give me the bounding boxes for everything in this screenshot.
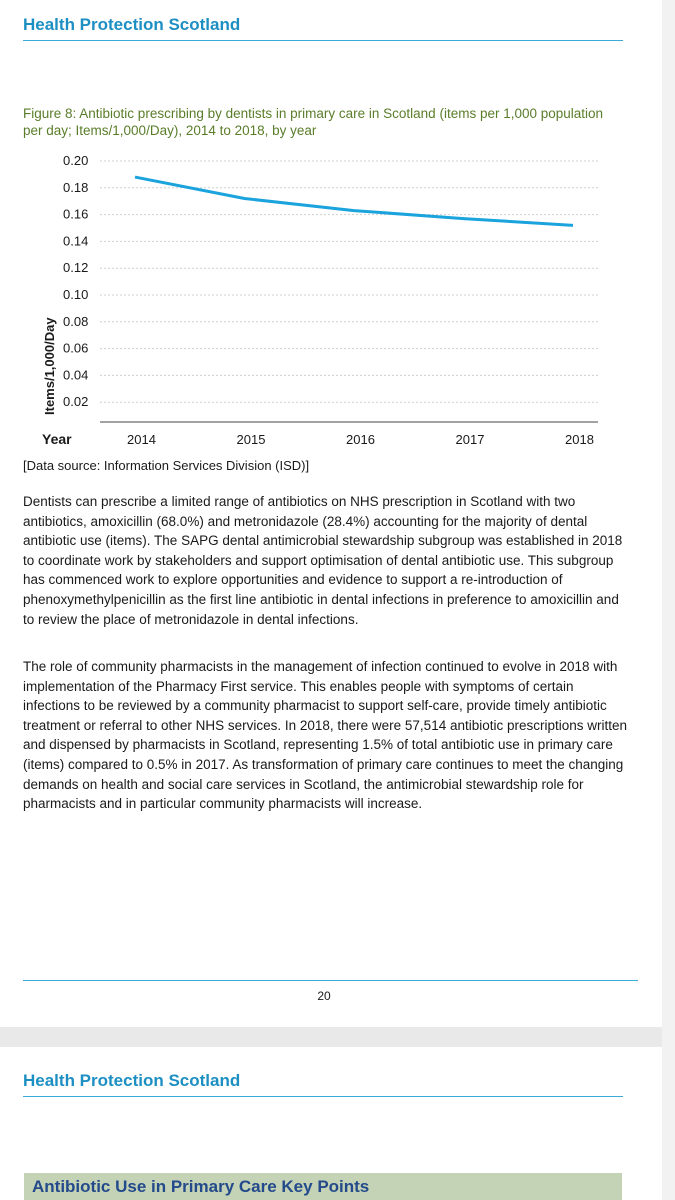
footer-divider: [23, 980, 638, 981]
next-page-header-divider: [23, 1096, 623, 1097]
y-tick-label: 0.16: [63, 206, 89, 222]
data-source-note: [Data source: Information Services Division (ISD)]: [23, 458, 310, 473]
x-tick-label: 2015: [236, 432, 266, 447]
y-tick-label: 0.06: [63, 340, 89, 356]
next-document-page: [0, 1047, 662, 1200]
body-paragraph-dentists: Dentists can prescribe a limited range of antibiotics on NHS prescription in Scotland with two antibiotics, amoxicillin (68.0%) and metronidazole (28.4%) accounting for the majority of dental antibiotic use (items). The SAPG dental antimicrobial stewardship subgroup was established in 2018 to coordinate work by stakeholders and support optimisation of dental antibiotic use. This subgroup has commenced work to explore opportunities and evidence to support a re-introduction of phenoxymethylpenicillin as the first line antibiotic in dental infections in preference to amoxicillin and to review the place of metronidazole in dental infections.: [23, 494, 623, 627]
line-chart: [0, 145, 640, 455]
series-line-dentists: [135, 177, 573, 225]
chart-gridlines: [100, 161, 598, 402]
y-tick-label: 0.08: [63, 313, 89, 329]
body-paragraph-pharmacists: The role of community pharmacists in the management of infection continued to evolve in 2018 with implementation of the Pharmacy First service. This enables people with symptoms of certain infections to be reviewed by a community pharmacist to support self-care, provide timely antibiotic treatment or referral to other NHS services. In 2018, there were 57,514 antibiotic prescriptions written and dispensed by pharmacists in Scotland, representing 1.5% of total antibiotic use in primary care (items) compared to 0.5% in 2017. As transformation of primary care continues to meet the changing demands on health and social care services in Scotland, the antimicrobial stewardship role for pharmacists and in particular community pharmacists will increase.: [23, 659, 628, 812]
header-divider: [23, 40, 623, 41]
x-axis-label: Year: [42, 431, 72, 447]
y-axis-ticks: [63, 153, 88, 409]
page-number: 20: [317, 989, 331, 1003]
y-tick-label: 0.14: [63, 233, 89, 249]
y-axis-label: Items/1,000/Day: [42, 317, 57, 415]
header-title: Health Protection Scotland: [23, 15, 241, 34]
page-edge-shadow: [662, 0, 675, 1200]
key-points-banner: [24, 1173, 622, 1200]
y-tick-label: 0.04: [63, 367, 89, 383]
x-tick-label: 2018: [565, 432, 594, 447]
next-page-header-title: Health Protection Scotland: [23, 1071, 241, 1090]
key-points-title: Antibiotic Use in Primary Care Key Points: [32, 1177, 370, 1196]
x-tick-label: 2017: [455, 432, 485, 447]
x-tick-label: 2016: [346, 432, 375, 447]
figure-caption: Figure 8: Antibiotic prescribing by dentists in primary care in Scotland (items per 1,000 population per day; Items/1,000/Day), 2014 to 2018, by year: [23, 106, 604, 138]
x-tick-label: 2014: [127, 432, 156, 447]
y-tick-label: 0.12: [63, 260, 89, 276]
y-tick-label: 0.20: [63, 153, 89, 168]
y-tick-label: 0.18: [63, 179, 89, 195]
y-tick-label: 0.02: [63, 394, 89, 410]
y-tick-label: 0.10: [63, 287, 89, 302]
x-axis-ticks: [127, 432, 594, 447]
